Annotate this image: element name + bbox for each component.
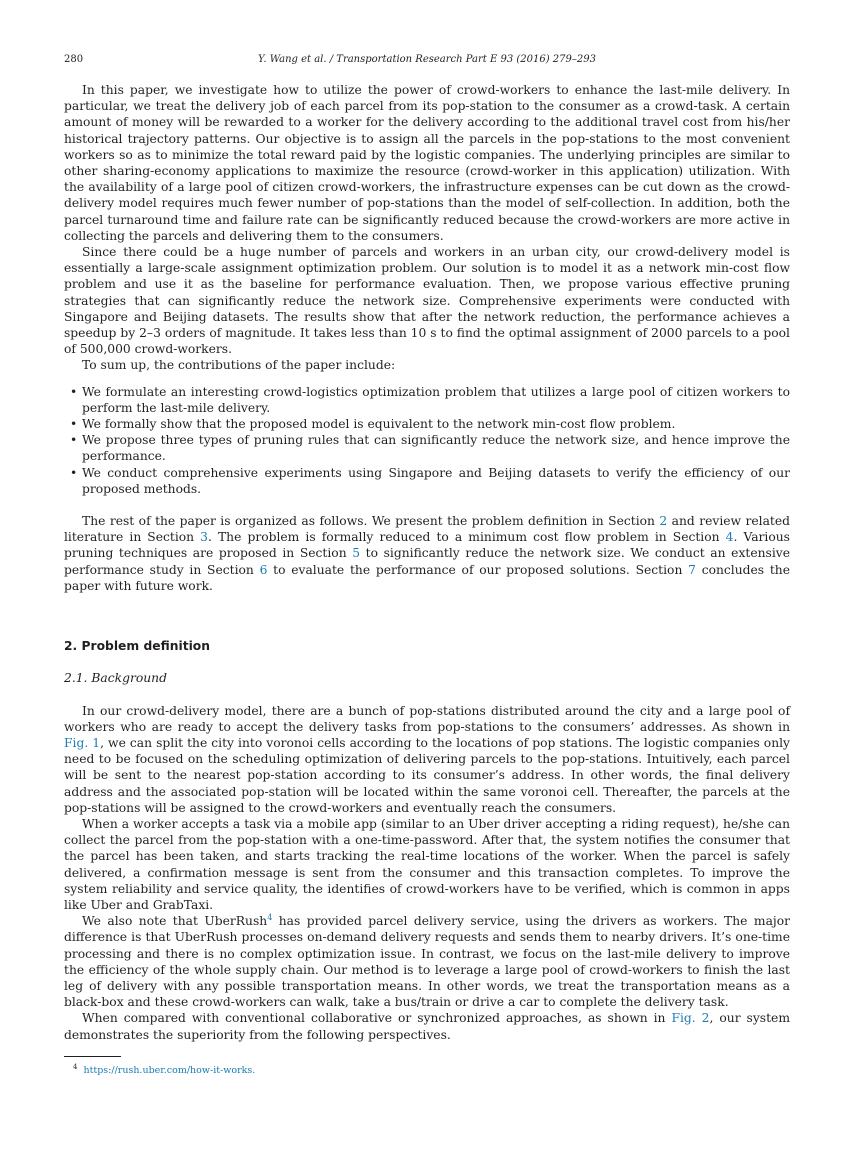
paragraph-outline: The rest of the paper is organized as follows. We present the problem definition in Section 2 and review related literature in Section 3. The problem is formally reduced to a minimum cost flow problem in Section 4. Various pruning techniques are proposed in Section 5 to significantly reduce the network size. We conduct an extensive performance study in Section 6 to evaluate the performance of our proposed solutions. Section 7 concludes the paper with future work. [64,514,791,593]
paragraph: To sum up, the contributions of the paper include: [82,358,396,373]
footnote [64,1061,255,1077]
contributions-list [64,384,790,497]
list-item: • We conduct comprehensive experiments using Singapore and Beijing datasets to verify the efficiency of our proposed methods. [64,465,790,497]
section-7-link[interactable]: 7 [688,562,696,577]
section-2-link[interactable]: 2 [659,514,668,529]
list-item: • We propose three types of pruning rules that can significantly reduce the network size, and hence improve the performance. [64,432,790,464]
running-header [64,53,790,67]
body-text [64,82,790,1043]
paragraph: When a worker accepts a task via a mobile app (similar to an Uber driver accepting a riding request), he/she can collect the parcel from the pop-station with a one-time-password. After that, the system notifies the consumer that the parcel has been taken, and starts tracking the real-time locations of the worker. When the parcel is safely delivered, a confirmation message is sent from the consumer and this transaction completes. To improve the system reliability and service quality, the identifies of crowd-workers have to be verified, which is common in apps like Uber and GrabTaxi. [64,816,790,912]
journal-citation: Y. Wang et al. / Transportation Research Part E 93 (2016) 279–293 [258,54,596,65]
section-heading: 2. Problem definition [64,639,211,654]
paragraph: We also note that UberRush$^4$ has provided parcel delivery service, using the drivers as workers. The major difference is that UberRush processes on-demand delivery requests and sends them to nearby drivers. It’s one-time processing and there is no complex optimization issue. In contrast, we focus on the last-mile delivery to improve the efficiency of the whole supply chain. Our method is to leverage a large pool of crowd-workers to finish the last leg of delivery with any possible transportation means. In other words, we treat the transportation means as a black-box and these crowd-workers can walk, take a bus/train or drive a car to complete the delivery task. [64,913,790,1010]
fig-1-link[interactable]: Fig. 1 [64,735,101,750]
section-3-link[interactable]: 3 [200,530,208,545]
paragraph: When compared with conventional collaborative or synchronized approaches, as shown in Fig. 2, our system demonstrates the superiority from the following perspectives. [64,1011,790,1042]
paragraph: Since there could be a huge number of parcels and workers in an urban city, our crowd-delivery model is essentially a large-scale assignment optimization problem. Our solution is to model it as a network min-cost flow problem and use it as the baseline for performance evaluation. Then, we propose various effective pruning strategies that can significantly reduce the network size. Comprehensive experiments were conducted with Singapore and Beijing datasets. The results show that after the network reduction, the performance achieves a speedup by 2–3 orders of magnitude. It takes less than 10 s to find the optimal assignment of 2000 parcels to a pool of 500,000 crowd-workers. [64,245,790,357]
list-item: • We formulate an interesting crowd-logistics optimization problem that utilizes a large pool of citizen workers to perform the last-mile delivery. [64,384,790,416]
section-4-link[interactable]: 4 [725,530,734,545]
section-6-link[interactable]: 6 [259,562,268,577]
section-5-link[interactable]: 5 [352,546,361,561]
paragraph: In our crowd-delivery model, there are a bunch of pop-stations distributed around the city and a large pool of workers who are ready to accept the delivery tasks from pop-stations to the consumers’ addresses. As shown in Fig. 1, we can split the city into voronoi cells according to the locations of pop stations. The logistic companies only need to be focused on the scheduling optimization of delivering parcels to the pop-stations. Intuitively, each parcel will be sent to the nearest pop-station according to its consumer’s address. In other words, the final delivery address and the associated pop-station will be located within the same voronoi cell. Thereafter, the parcels at the pop-stations will be assigned to the crowd-workers and eventually reach the consumers. [64,703,790,815]
subsection-heading: 2.1. Background [64,671,167,686]
page-number: 280 [64,54,84,65]
fig-2-link[interactable]: Fig. 2 [671,1011,710,1026]
footnote-divider [64,1056,121,1057]
footnote-url-link[interactable]: https://rush.uber.com/how-it-works. [83,1065,256,1077]
footnote-number: 4 [73,1063,78,1071]
list-item: • We formally show that the proposed model is equivalent to the network min-cost flow problem. [64,416,790,432]
paragraph: In this paper, we investigate how to utilize the power of crowd-workers to enhance the last-mile delivery. In particular, we treat the delivery job of each parcel from its pop-station to the consumer as a crowd-task. A certain amount of money will be rewarded to a worker for the delivery according to the additional travel cost from his/her historical trajectory patterns. Our objective is to assign all the parcels in the pop-stations to the most convenient workers so as to minimize the total reward paid by the logistic companies. The underlying principles are similar to other sharing-economy applications to maximize the resource (crowd-worker in this application) utilization. With the availability of a large pool of citizen crowd-workers, the infrastructure expenses can be cut down as the crowd-delivery model requires much fewer number of pop-stations than the model of self-collection. In addition, both the parcel turnaround time and failure rate can be significantly reduced because the crowd-workers are more active in collecting the parcels and delivering them to the consumers. [64,83,790,243]
footnote-marker[interactable]: 4 [267,913,273,923]
